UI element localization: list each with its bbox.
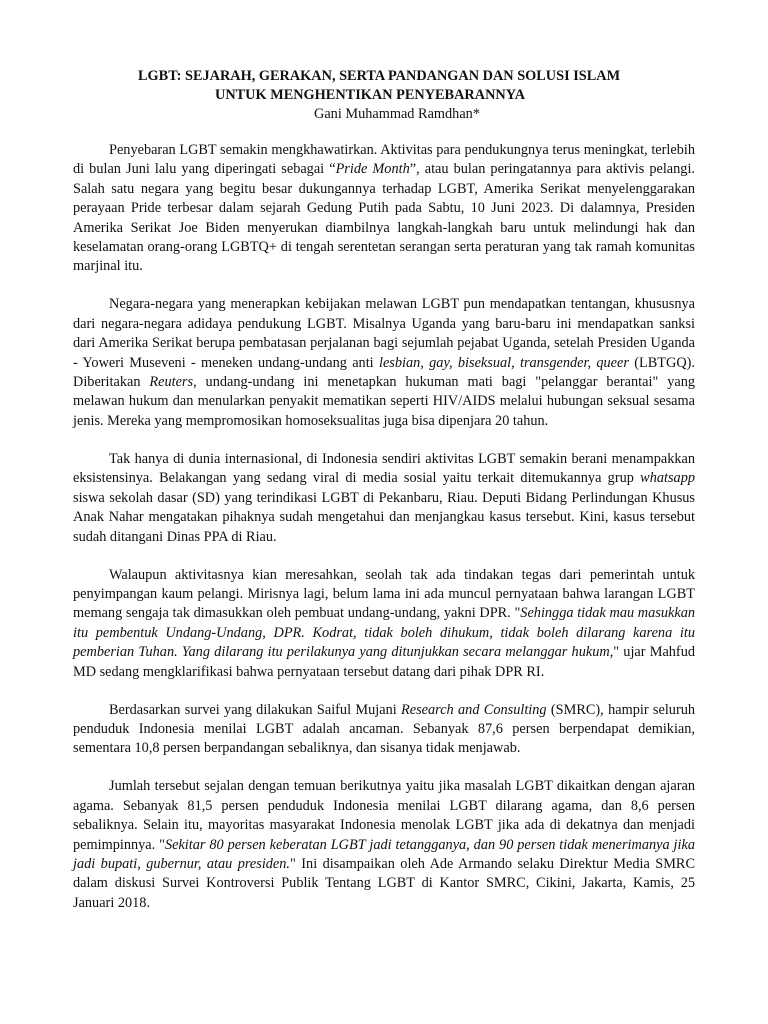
italic-text-run: Sehingga tidak mau masukkan itu pembentuk Undang-Undang, DPR. Kodrat, tidak boleh dihukum, tidak boleh dilarang karena itu pemberian Tuhan. Yang dilarang itu perilakunya yang ditunjukkan secara melanggar hukum [73, 605, 695, 661]
text-run: Jumlah tersebut sejalan dengan temuan berikutnya yaitu jika masalah LGBT dikaitkan dengan ajaran agama. Sebanyak 81,5 persen penduduk Indonesia menilai LGBT dilarang agama, dan 8,6 persen sebaliknya. Selain itu, mayoritas masyarakat Indonesia menolak LGBT jika ada di dekatnya dan menjadi pemimpinnya. " [73, 778, 695, 853]
paragraph [73, 295, 695, 431]
paragraph [73, 566, 695, 682]
article-body [73, 141, 695, 932]
italic-text-run: Reuters [149, 374, 194, 391]
text-run: (LBTGQ). Diberitakan [73, 354, 695, 391]
text-run: " Ini disampaikan oleh Ade Armando selaku Direktur Media SMRC dalam diskusi Survei Kontroversi Publik Tentang LGBT di Kantor SMRC, Cikini, Jakarta, Kamis, 25 Januari 2018. [73, 855, 695, 911]
text-run: Berdasarkan survei yang dilakukan Saiful Mujani [109, 701, 402, 718]
text-run: ”, atau bulan peringatannya para aktivis pelangi. Salah satu negara yang begitu besar dukungannya terhadap LGBT, Amerika Serikat menyelenggarakan perayaan Pride terbesar dalam sejarah Gedung Putih pada Sabtu, 10 Juni 2023. Di dalamnya, Presiden Amerika Serikat Joe Biden menyerukan diambilnya langkah-langkah baru untuk melindungi hak dan keselamatan orang-orang LGBTQ+ di tengah serentetan serangan serta peraturan yang tak ramah komunitas marjinal itu. [73, 161, 695, 275]
document-title-line-1: LGBT: SEJARAH, GERAKAN, SERTA PANDANGAN DAN SOLUSI ISLAM [138, 68, 621, 84]
text-run: ," ujar Mahfud MD sedang mengklarifikasi bahwa pernyataan tersebut datang dari pihak DPR RI. [73, 644, 695, 680]
italic-text-run: lesbian, gay, biseksual, transgender, queer [378, 354, 629, 371]
text-run: Penyebaran LGBT semakin mengkhawatirkan. Aktivitas para pendukungnya terus meningkat, terlebih di bulan Juni lalu yang diperingati sebagai “ [73, 142, 695, 178]
paragraph [73, 141, 695, 277]
paragraph [73, 450, 695, 547]
text-run: , undang-undang ini menetapkan hukuman mati bagi "pelanggar berantai" yang melawan hukum dan menularkan penyakit mematikan seperti HIV/AIDS melalui hubungan seksual sesama jenis. Mereka yang mempromosikan homoseksualitas juga bisa dipenjara 20 tahun. [73, 374, 695, 429]
italic-text-run: whatsapp [640, 470, 695, 487]
italic-text-run: Research and Consulting [401, 701, 547, 718]
text-run: Walaupun aktivitasnya kian meresahkan, seolah tak ada tindakan tegas dari pemerintah untuk penyimpangan kaum pelangi. Mirisnya lagi, belum lama ini ada muncul pernyataan bahwa larangan LGBT memang sengaja tak dimasukkan oleh pembuat undang-undang, yakni DPR. " [73, 566, 695, 622]
document-title-line-2: UNTUK MENGHENTIKAN PENYEBARANNYA [215, 87, 526, 103]
paragraph [73, 777, 695, 913]
text-run: Tak hanya di dunia internasional, di Indonesia sendiri aktivitas LGBT semakin berani menampakkan eksistensinya. Belakangan yang sedang viral di media sosial yaitu terkait ditemukannya grup [73, 450, 695, 487]
italic-text-run: Sekitar 80 persen keberatan LGBT jadi tetangganya, dan 90 persen tidak menerimanya jika jadi bupati, gubernur, atau presiden. [73, 836, 695, 872]
italic-text-run: Pride Month [335, 161, 410, 178]
author-name: Gani Muhammad Ramdhan* [314, 106, 480, 122]
text-run: (SMRC), hampir seluruh penduduk Indonesia menilai LGBT adalah ancaman. Sebanyak 87,6 persen berpendapat demikian, sementara 10,8 persen berpandangan sebaliknya, dan sisanya tidak menjawab. [73, 701, 696, 757]
title-block [60, 67, 710, 124]
paragraph [73, 701, 695, 759]
text-run: siswa sekolah dasar (SD) yang terindikasi LGBT di Pekanbaru, Riau. Deputi Bidang Perlindungan Khusus Anak Nahar mengatakan pihaknya sudah mengetahui dan menjangkau kasus tersebut. Kini, kasus tersebut sudah ditangani Dinas PPA di Riau. [73, 489, 695, 545]
text-run: Negara-negara yang menerapkan kebijakan melawan LGBT pun mendapatkan tentangan, khususnya dari negara-negara adidaya pendukung LGBT. Misalnya Uganda yang baru-baru ini mendapatkan sanksi dari Amerika Serikat berupa pembatasan perjalanan bagi sejumlah pejabat Uganda, setelah Presiden Uganda - Yoweri Museveni - meneken undang-undang anti [73, 296, 695, 371]
